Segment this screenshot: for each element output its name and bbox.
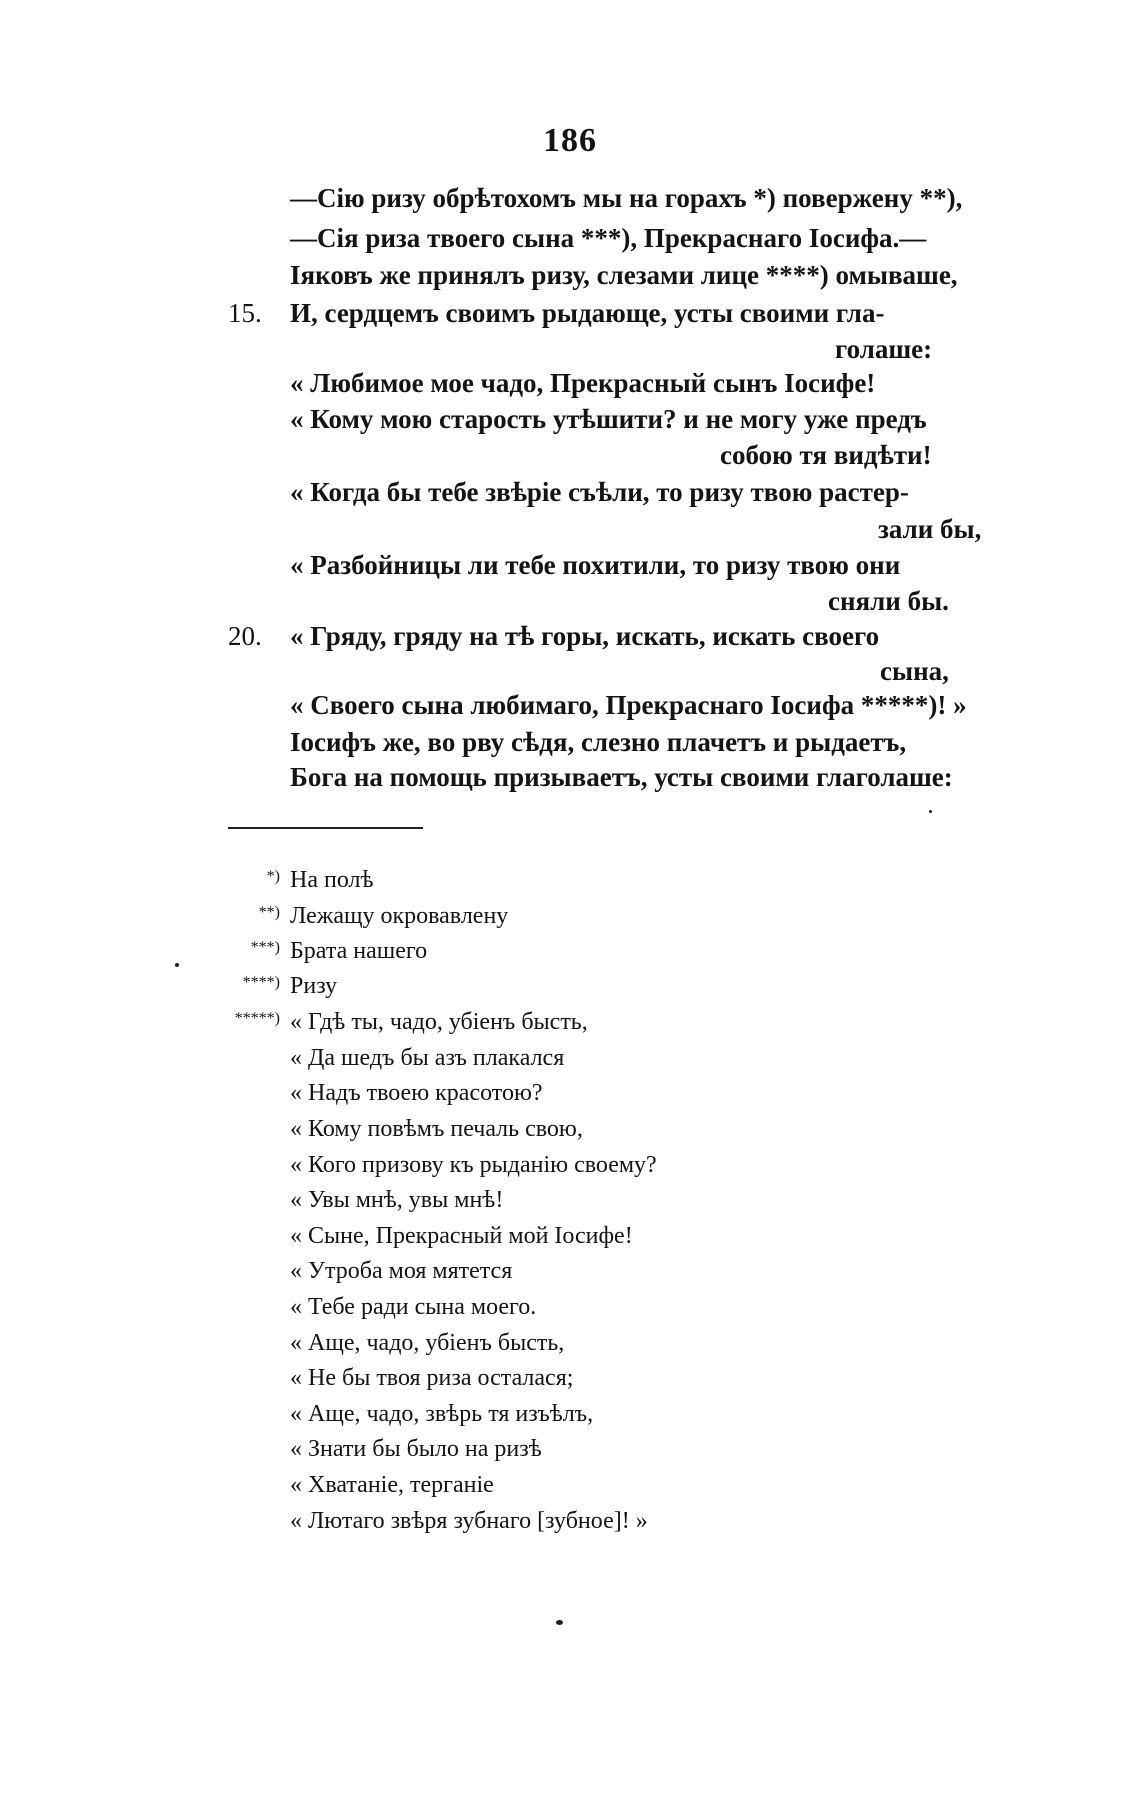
footnote xyxy=(232,1009,588,1036)
verse-number: 15. xyxy=(228,298,262,328)
verse-text: Іяковъ же принялъ ризу, слезами лице ****) омываше, xyxy=(290,260,958,290)
verse-continuation: сняли бы. xyxy=(828,586,949,616)
footnote-line: « Кого призову къ рыданію своему? xyxy=(290,1152,657,1178)
verse-line xyxy=(290,550,900,581)
verse-continuation: сына, xyxy=(880,656,949,686)
verse-number: 20. xyxy=(228,621,262,651)
footnote-text: Брата нашего xyxy=(290,938,428,964)
verse-line xyxy=(228,621,880,652)
footnote-line: « Аще, чадо, убіенъ бысть, xyxy=(290,1330,565,1356)
footnote xyxy=(232,867,374,894)
verse-text: И, сердцемъ своимъ рыдающе, усты своими гла- xyxy=(290,298,885,328)
verse-line xyxy=(290,183,962,214)
verse-text: « Своего сына любимаго, Прекраснаго Іосифа *****)! » xyxy=(290,690,967,720)
footnote xyxy=(232,973,337,1000)
footnote-mark: **) xyxy=(258,904,280,921)
page-number: 186 xyxy=(543,122,597,159)
verse-line xyxy=(290,727,906,758)
verse-text: Бога на помощь призываетъ, усты своими глаголаше: xyxy=(290,762,953,792)
footnote-text: Ризу xyxy=(290,973,338,999)
footnote-line: « Да шедъ бы азъ плакался xyxy=(290,1045,565,1071)
ink-speck xyxy=(175,963,179,967)
footnote-line: « Аще, чадо, звѣрь тя изъѣлъ, xyxy=(290,1401,594,1427)
footnote-line: « Сыне, Прекрасный мой Іосифе! xyxy=(290,1223,633,1249)
verse-line xyxy=(290,690,967,721)
verse-continuation: голаше: xyxy=(835,334,933,364)
footnote-mark: *) xyxy=(266,868,280,885)
footnote-line: « Тебе ради сына моего. xyxy=(290,1294,537,1320)
footnote-line: « Не бы твоя риза осталася; xyxy=(290,1365,574,1391)
verse-text: « Гряду, гряду на тѣ горы, искать, искать своего xyxy=(290,621,880,651)
footnote xyxy=(232,903,508,930)
verse-text: —Сія риза твоего сына ***), Прекраснаго Іосифа.— xyxy=(290,223,927,253)
verse-text: « Когда бы тебе звѣріе съѣли, то ризу твою растер- xyxy=(290,477,909,507)
verse-text: « Любимое мое чадо, Прекрасный сынъ Іосифе! xyxy=(290,368,876,398)
footnote-line: « Знати бы было на ризѣ xyxy=(290,1436,542,1462)
footnote-line: « Надъ твоею красотою? xyxy=(290,1080,543,1106)
footnote-line: « Кому повѣмъ печаль свою, xyxy=(290,1116,583,1142)
verse-text: « Разбойницы ли тебе похитили, то ризу твою они xyxy=(290,550,901,580)
ink-speck xyxy=(929,810,932,813)
verse-text: Іосифъ же, во рву сѣдя, слезно плачетъ и рыдаетъ, xyxy=(290,727,907,757)
ink-speck xyxy=(556,1620,563,1625)
footnote-text: На полѣ xyxy=(290,867,374,893)
verse-line xyxy=(290,477,909,508)
verse-line xyxy=(228,298,885,329)
footnote-mark: ****) xyxy=(242,974,280,991)
footnote-line: « Хватаніе, терганіе xyxy=(290,1472,494,1498)
footnote-line: « Утроба моя мятется xyxy=(290,1258,513,1284)
verse-text: « Кому мою старость утѣшити? и не могу уже предъ xyxy=(290,404,927,434)
verse-line xyxy=(290,762,953,793)
footnote-text: « Гдѣ ты, чадо, убіенъ бысть, xyxy=(290,1009,588,1035)
footnote-line: « Лютаго звѣря зубнаго [зубное]! » xyxy=(290,1508,648,1534)
footnote-divider xyxy=(228,827,423,829)
verse-continuation: собою тя видѣти! xyxy=(720,440,932,470)
verse-text: —Сію ризу обрѣтохомъ мы на горахъ *) повержену **), xyxy=(290,183,963,213)
footnote xyxy=(232,938,427,965)
footnote-line: « Увы мнѣ, увы мнѣ! xyxy=(290,1187,504,1213)
footnote-mark: *****) xyxy=(234,1010,280,1027)
verse-line xyxy=(290,223,926,254)
footnote-mark: ***) xyxy=(250,939,280,956)
verse-line xyxy=(290,404,927,435)
verse-line xyxy=(290,260,958,291)
footnote-text: Лежащу окровавлену xyxy=(290,903,509,929)
verse-line xyxy=(290,368,875,399)
verse-continuation: зали бы, xyxy=(878,514,982,544)
